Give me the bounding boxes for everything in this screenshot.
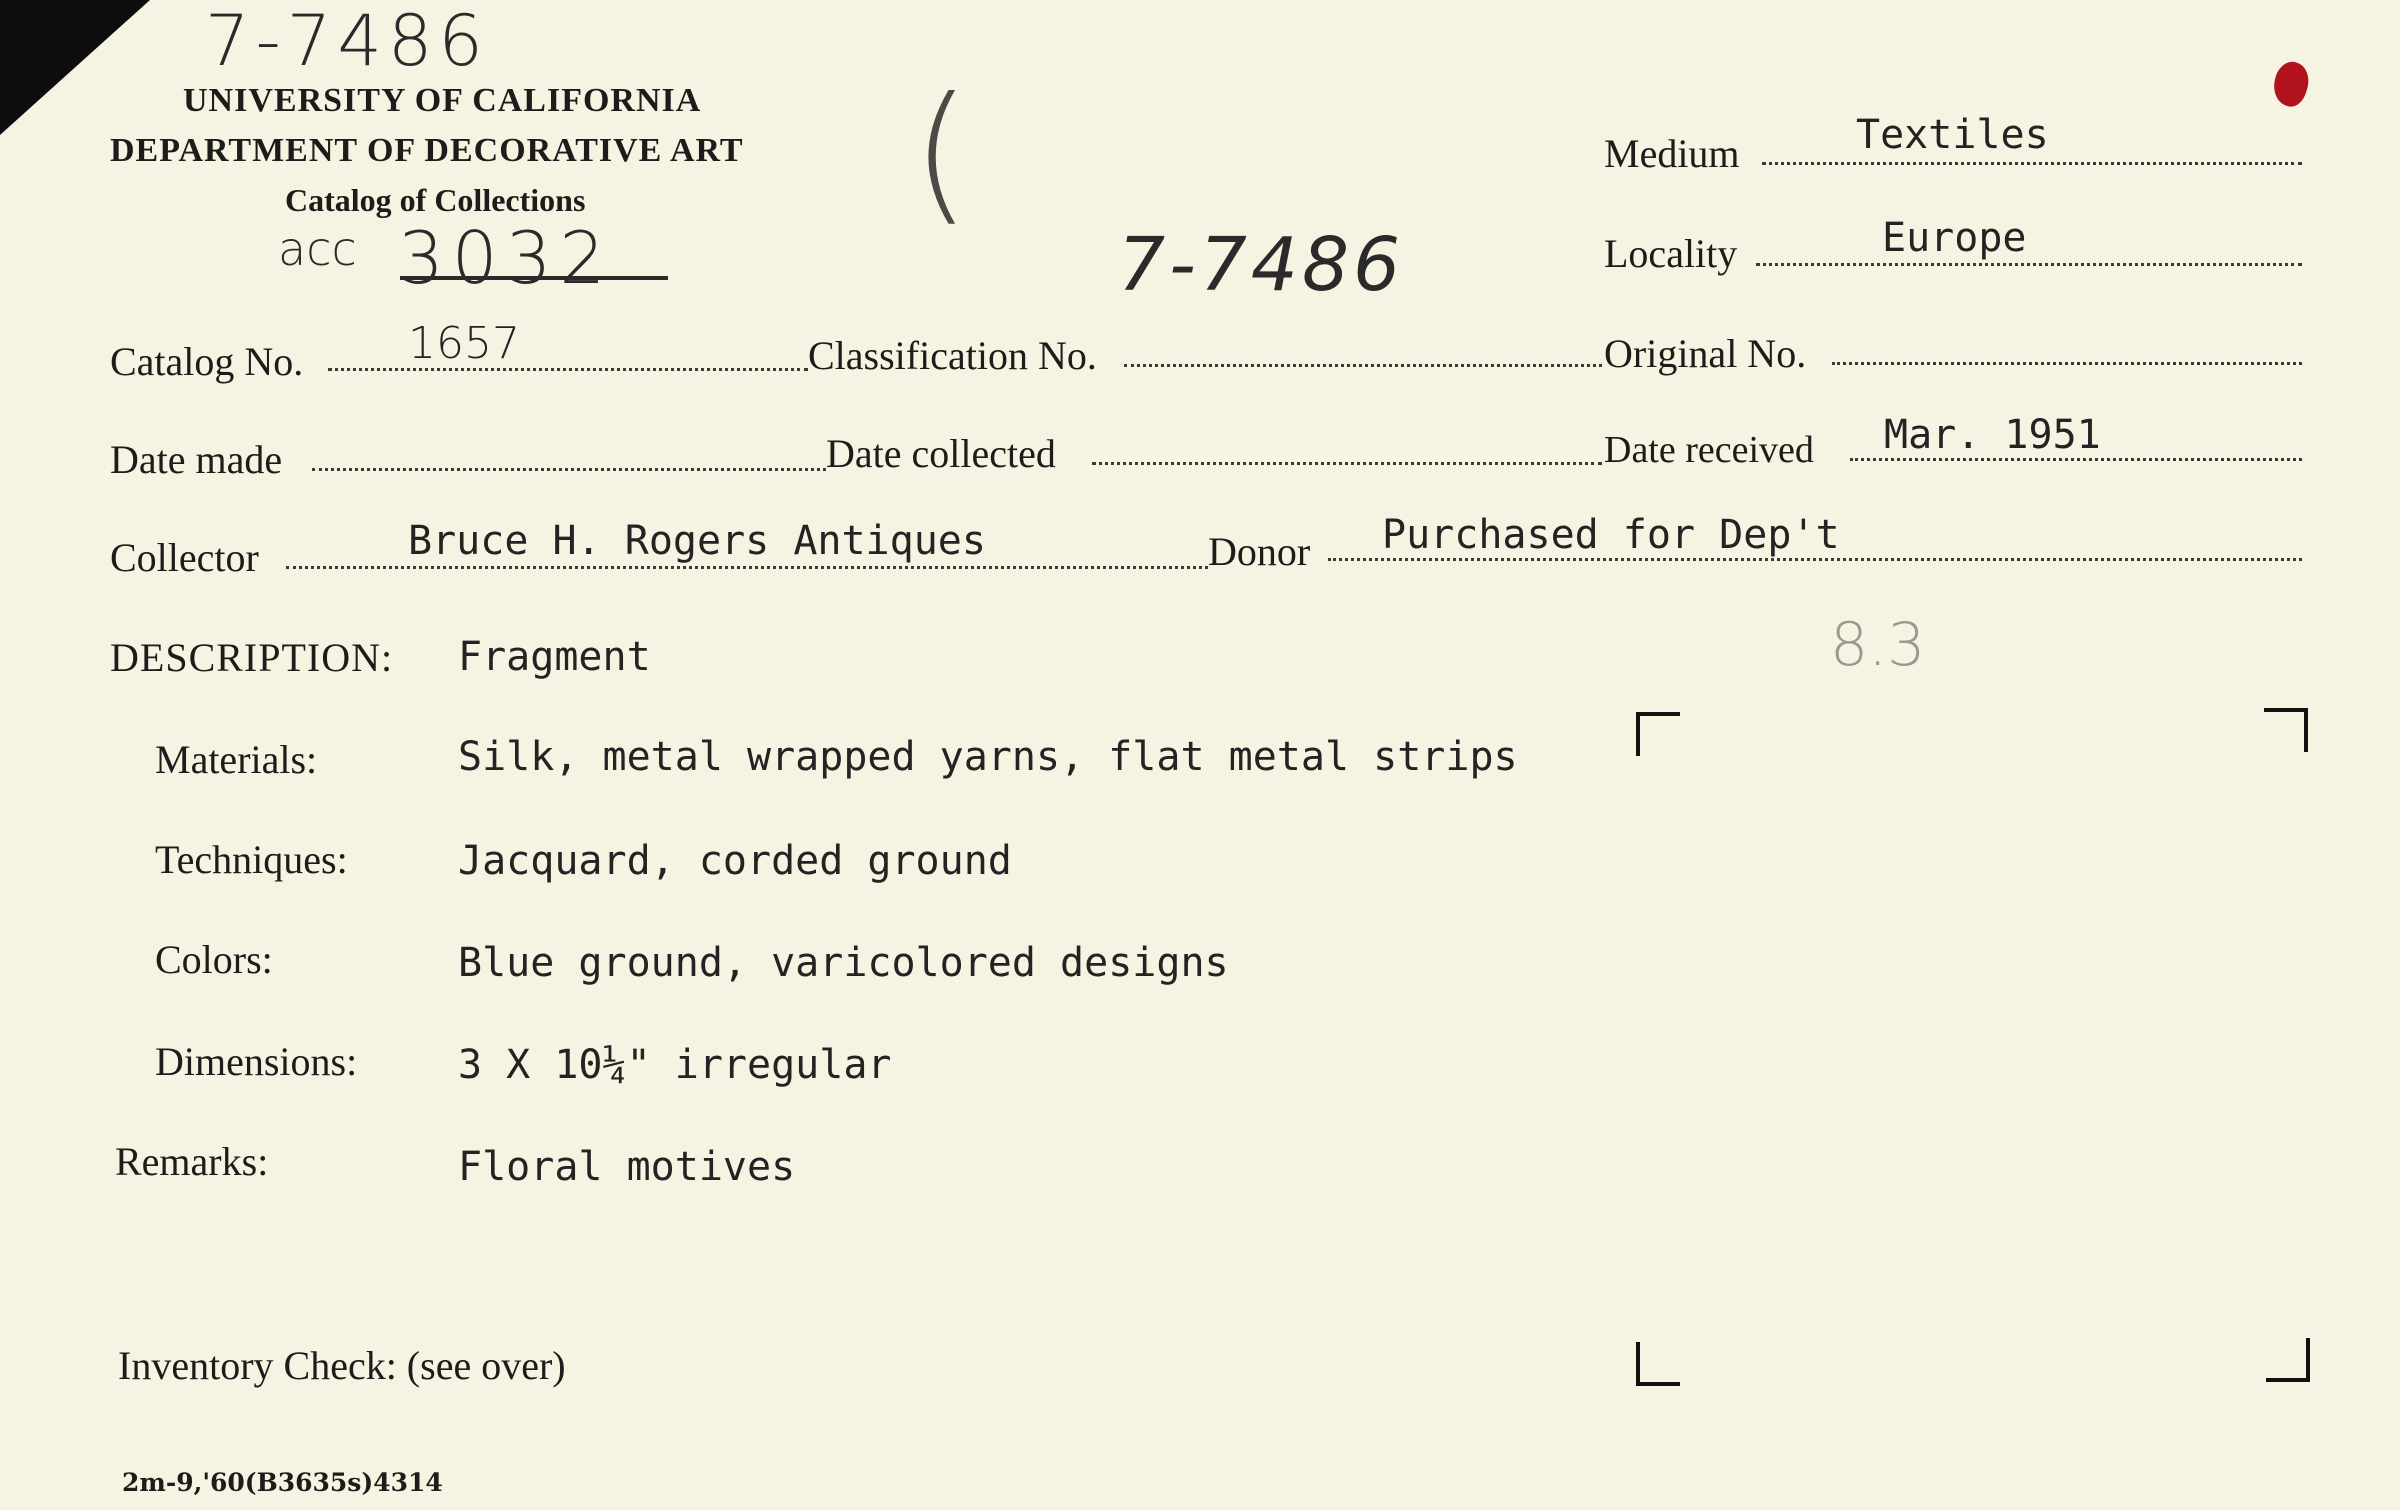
date-collected-line <box>1092 462 1602 465</box>
donor-line <box>1328 558 2302 561</box>
university-heading: UNIVERSITY OF CALIFORNIA <box>183 82 702 119</box>
pencil-note: 8.3 <box>1830 610 1926 680</box>
donor-value: Purchased for Dep't <box>1382 512 1840 558</box>
description-label: DESCRIPTION: <box>110 635 394 680</box>
handwritten-paren-mark: ( <box>912 66 971 240</box>
medium-line <box>1762 162 2302 165</box>
catalog-no-label: Catalog No. <box>110 339 304 384</box>
card-corner-cut <box>0 0 150 135</box>
donor-label: Donor <box>1208 529 1311 574</box>
classification-no-label: Classification No. <box>808 333 1097 378</box>
locality-value: Europe <box>1882 215 2027 261</box>
collector-label: Collector <box>110 535 259 580</box>
description-value: Fragment <box>458 634 651 680</box>
date-collected-label: Date collected <box>826 431 1056 476</box>
date-received-label: Date received <box>1604 429 1814 471</box>
corner-mark-bottom-left <box>1636 1342 1680 1386</box>
colors-label: Colors: <box>155 937 273 982</box>
locality-label: Locality <box>1604 231 1738 276</box>
date-made-line <box>312 468 826 471</box>
acc-underline <box>400 276 668 280</box>
colors-value: Blue ground, varicolored designs <box>458 940 1229 986</box>
red-ink-mark <box>2268 58 2315 111</box>
original-no-label: Original No. <box>1604 331 1807 376</box>
dimensions-label: Dimensions: <box>155 1039 358 1084</box>
medium-value: Textiles <box>1856 112 2049 158</box>
inventory-check-label: Inventory Check: (see over) <box>118 1343 566 1388</box>
materials-value: Silk, metal wrapped yarns, flat metal strips <box>458 734 1518 780</box>
materials-label: Materials: <box>155 737 318 782</box>
catalog-no-value: 1657 <box>408 318 520 369</box>
classification-no-line <box>1124 364 1602 367</box>
locality-line <box>1756 263 2302 266</box>
catalog-heading: Catalog of Collections <box>285 182 586 218</box>
techniques-value: Jacquard, corded ground <box>458 838 1012 884</box>
remarks-value: Floral motives <box>458 1144 796 1190</box>
dimensions-value: 3 X 10¼" irregular <box>458 1042 892 1088</box>
corner-mark-bottom-right <box>2266 1338 2310 1382</box>
collector-value: Bruce H. Rogers Antiques <box>408 518 986 564</box>
original-no-line <box>1832 362 2302 365</box>
techniques-label: Techniques: <box>155 837 348 882</box>
department-heading: DEPARTMENT OF DECORATIVE ART <box>110 132 744 169</box>
corner-mark-top-left <box>1636 712 1680 756</box>
print-code-footer: 2m-9,'60(B3635s)4314 <box>122 1468 443 1497</box>
handwritten-acc-prefix: acc <box>278 222 357 276</box>
handwritten-top-number: 7-7486 <box>205 0 489 82</box>
corner-mark-top-right <box>2264 708 2308 752</box>
date-made-label: Date made <box>110 437 283 482</box>
collector-line <box>286 566 1208 569</box>
date-received-value: Mar. 1951 <box>1884 412 2101 458</box>
handwritten-middle-number: 7-7486 <box>1118 222 1405 308</box>
handwritten-acc-number: 3032 <box>398 216 614 300</box>
remarks-label: Remarks: <box>115 1139 269 1184</box>
medium-label: Medium <box>1604 131 1740 176</box>
date-received-line <box>1850 458 2302 461</box>
catalog-no-line <box>328 368 808 371</box>
